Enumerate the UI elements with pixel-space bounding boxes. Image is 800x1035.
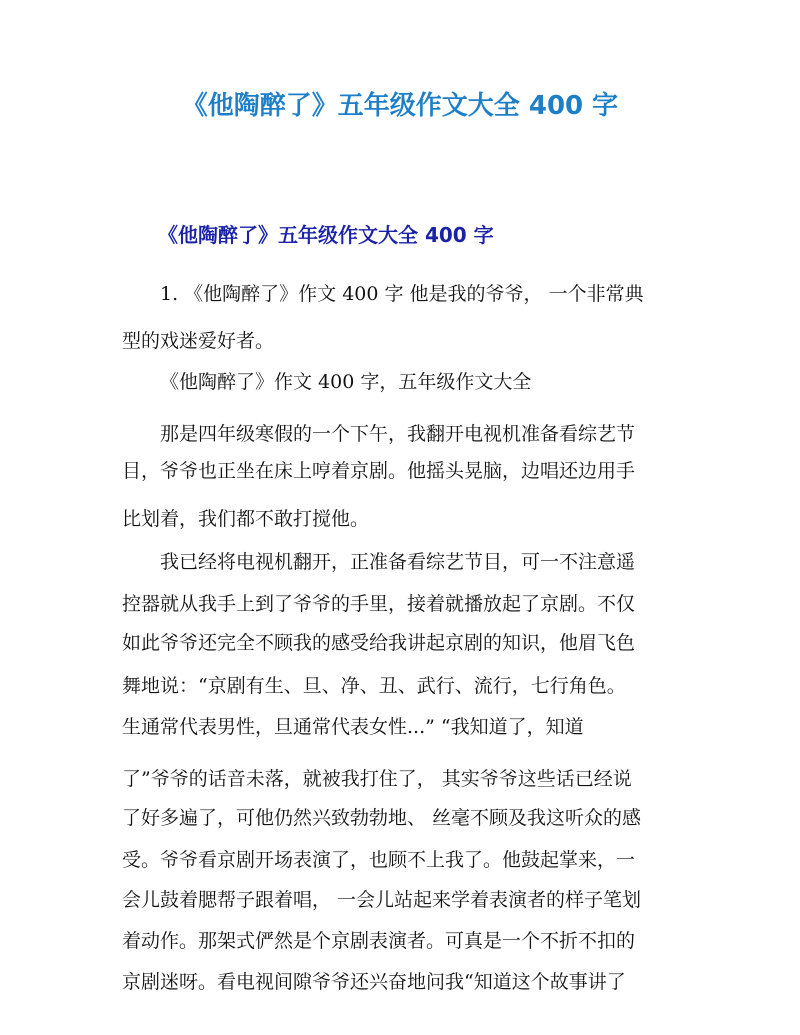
section-title: 《他陶醉了》五年级作文大全 400 字 [158, 223, 494, 247]
paragraph-line: 比划着，我们都不敢打搅他。 [122, 508, 370, 530]
paragraph-line: 我已经将电视机翻开，正准备看综艺节目，可一不注意遥 [160, 551, 636, 573]
paragraph-line: 舞地说：“京剧有生、旦、净、丑、武行、流行，七行角色。 [122, 675, 626, 697]
paragraph-line: 会儿鼓着腮帮子跟着唱， 一会儿站起来学着表演者的样子笔划 [122, 889, 642, 911]
paragraph-line: 京剧迷呀。看电视间隙爷爷还兴奋地问我“知道这个故事讲了 [122, 971, 626, 993]
paragraph-line: 着动作。那架式俨然是个京剧表演者。可真是一个不折不扣的 [122, 930, 636, 952]
paragraph-line: 型的戏迷爱好者。 [122, 330, 275, 352]
paragraph-line: 了好多遍了，可他仍然兴致勃勃地、 丝毫不顾及我这听众的感 [122, 807, 642, 829]
page-title: 《他陶醉了》五年级作文大全 400 字 [181, 91, 619, 121]
paragraph-line: 了”爷爷的话音未落，就被我打住了， 其实爷爷这些话已经说 [122, 768, 632, 790]
paragraph-line: 生通常代表男性，旦通常代表女性...” “我知道了，知道 [122, 716, 584, 738]
paragraph-line: 《他陶醉了》作文 400 字，五年级作文大全 [160, 371, 532, 393]
paragraph-line: 那是四年级寒假的一个下午，我翻开电视机准备看综艺节 [160, 423, 636, 445]
paragraph-line: 目，爷爷也正坐在床上哼着京剧。他摇头晃脑，边唱还边用手 [122, 460, 636, 482]
paragraph-line: 如此爷爷还完全不顾我的感受给我讲起京剧的知识，他眉飞色 [122, 632, 636, 654]
paragraph-line: 控器就从我手上到了爷爷的手里，接着就播放起了京剧。不仅 [122, 593, 636, 615]
paragraph-line: 1. 《他陶醉了》作文 400 字 他是我的爷爷， 一个非常典 [160, 283, 644, 305]
paragraph-line: 受。爷爷看京剧开场表演了，也顾不上我了。他鼓起掌来，一 [122, 849, 636, 871]
